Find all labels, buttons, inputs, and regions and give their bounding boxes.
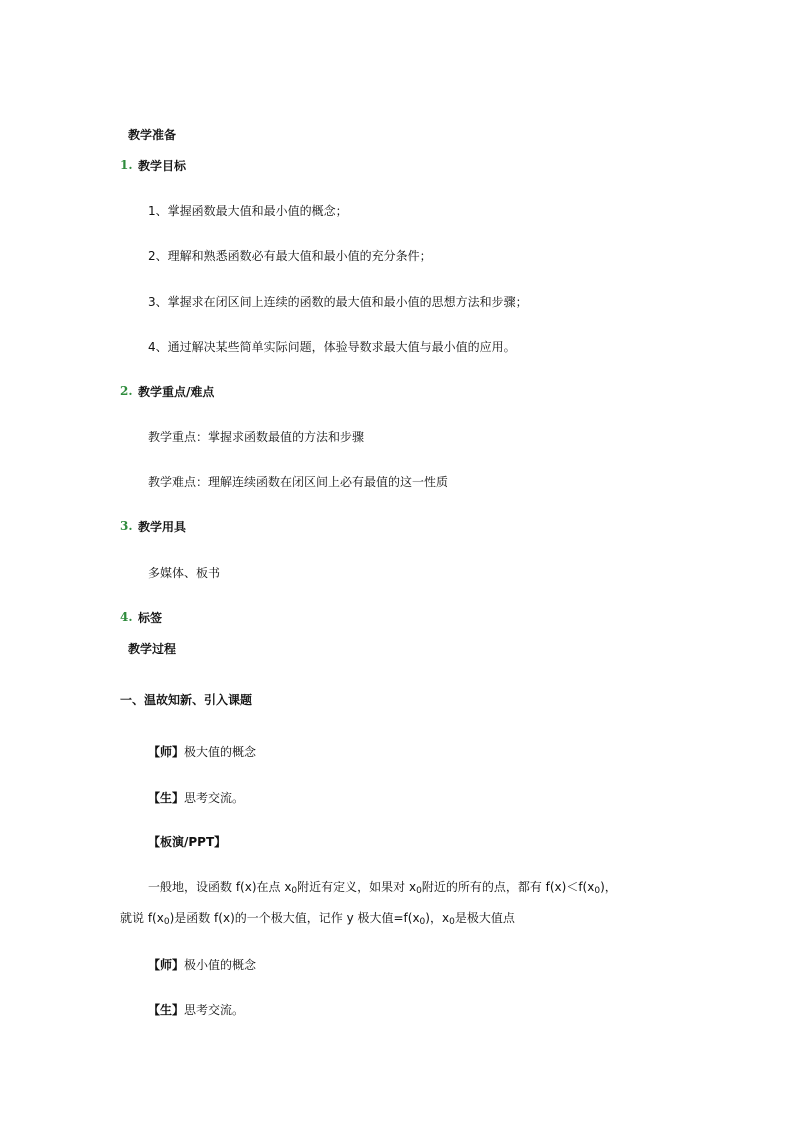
tools-text: 多媒体、板书 (148, 566, 221, 580)
teacher-line-1: 【师】极大值的概念 (148, 745, 257, 759)
process-title: 教学过程 (128, 642, 177, 656)
prep-title: 教学准备 (128, 128, 177, 142)
student-line-2: 【生】思考交流。 (148, 1003, 245, 1017)
objective-item-2: 2、理解和熟悉函数必有最大值和最小值的充分条件； (148, 249, 432, 263)
board-ppt-tag: 【板演/PPT】 (148, 835, 227, 849)
difficulty-text: 教学难点：理解连续函数在闭区间上必有最值的这一性质 (148, 475, 449, 489)
teacher-line-2: 【师】极小值的概念 (148, 958, 257, 972)
definition-line-1: 一般地，设函数 f(x)在点 $x_0$附近有定义，如果对 $x_0$附近的所有的点，都有 $f(x)<f(x_0)$， (148, 880, 617, 896)
definition-line-2: 就说 $f(x_0)$是函数 f(x)的一个极大值，记作 y 极大值$=f(x_0)$，$x_0$是极大值点 (120, 911, 515, 927)
section-number-4: 4. (120, 610, 133, 624)
section-heading-tools: 教学用具 (138, 520, 187, 534)
student-line-1: 【生】思考交流。 (148, 791, 245, 805)
section-heading-key-points: 教学重点/难点 (138, 385, 215, 399)
objective-item-3: 3、掌握求在闭区间上连续的函数的最大值和最小值的思想方法和步骤； (148, 295, 528, 309)
objective-item-4: 4、通过解决某些简单实际问题，体验导数求最大值与最小值的应用。 (148, 340, 516, 354)
section-heading-tags: 标签 (138, 611, 163, 625)
section-number-3: 3. (120, 519, 133, 533)
section-number-1: 1. (120, 158, 133, 172)
objective-item-1: 1、掌握函数最大值和最小值的概念； (148, 204, 348, 218)
part-1-heading: 一、温故知新、引入课题 (120, 693, 253, 707)
key-point-text: 教学重点：掌握求函数最值的方法和步骤 (148, 430, 365, 444)
section-number-2: 2. (120, 384, 133, 398)
section-heading-objectives: 教学目标 (138, 159, 187, 173)
